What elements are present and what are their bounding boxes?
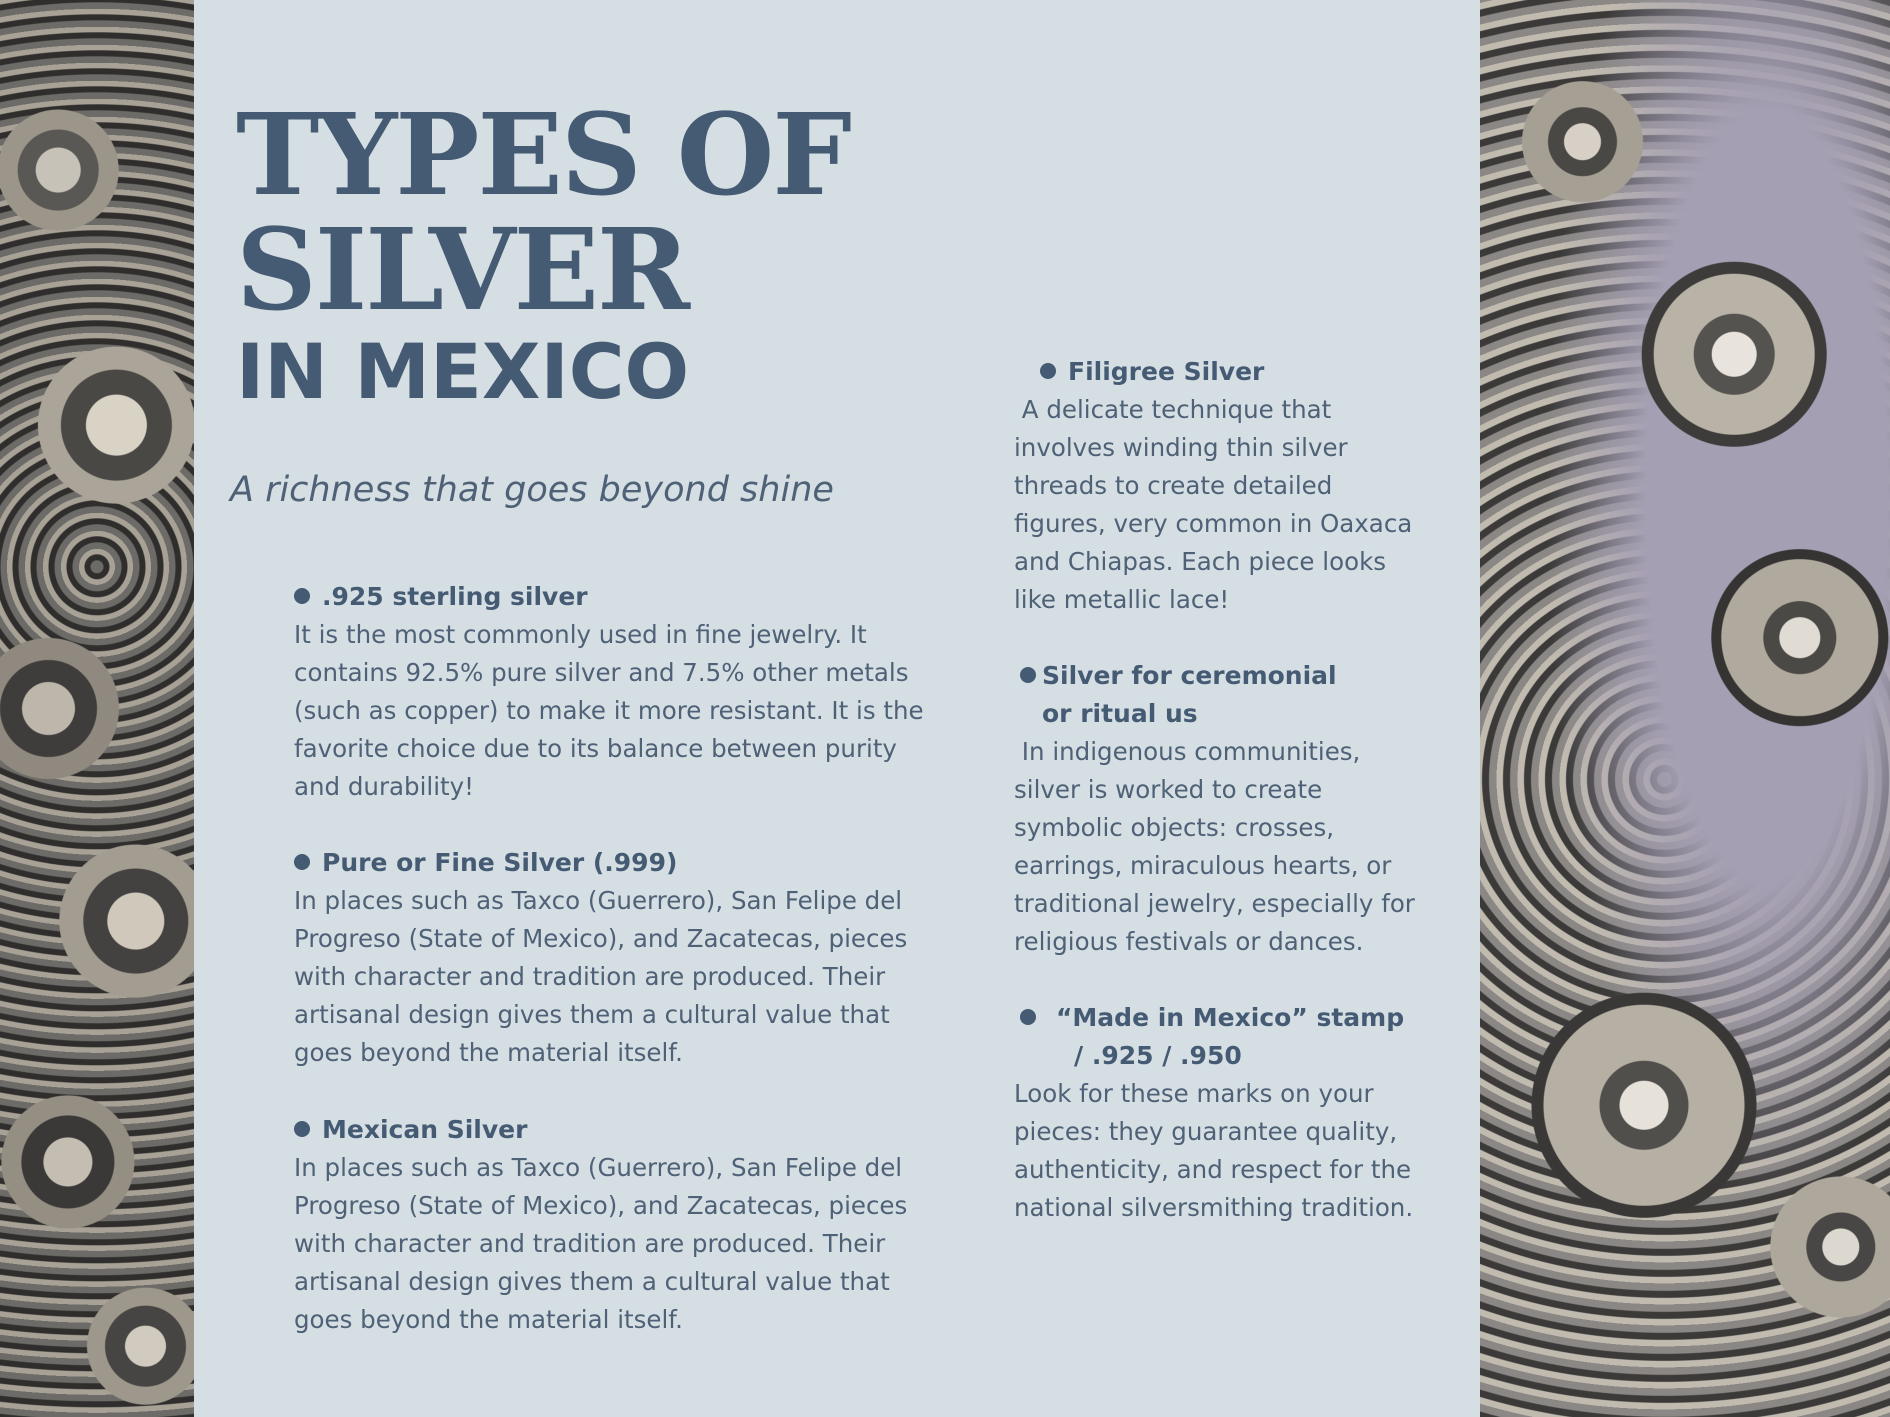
right-jewelry-photo [1480, 0, 1890, 1417]
item-title-continued: / .925 / .950 [1074, 1041, 1242, 1070]
subtitle: A richness that goes beyond shine [230, 470, 834, 510]
item-sterling-silver [294, 578, 924, 806]
title-line-1: TYPES OF [236, 90, 850, 221]
title-line-3: IN MEXICO [236, 327, 690, 416]
bullet-icon [294, 588, 310, 604]
item-title: .925 sterling silver [294, 578, 924, 616]
item-body: It is the most commonly used in fine jewelry. It contains 92.5% pure silver and 7.5% other metals (such as copper) to make it more resistant. It is the favorite choice due to its balance between purity and durability! [294, 620, 924, 801]
bullet-icon [294, 1121, 310, 1137]
item-title-continued: or ritual us [1042, 699, 1198, 728]
bullet-icon [294, 854, 310, 870]
item-title: Filigree Silver [1014, 353, 1412, 391]
item-ceremonial-silver [1014, 657, 1415, 961]
item-body: In places such as Taxco (Guerrero), San Felipe del Progreso (State of Mexico), and Zacatecas, pieces with character and tradition are produced. Their artisanal design gives them a cultural value that goes beyond the material itself. [294, 886, 908, 1067]
item-fine-silver [294, 844, 907, 1072]
bullet-icon [1020, 1009, 1036, 1025]
item-body: In indigenous communities, silver is worked to create symbolic objects: crosses, earrings, miraculous hearts, or traditional jewelry, especially for religious festivals or dances. [1014, 737, 1415, 956]
item-body: Look for these marks on your pieces: they guarantee quality, authenticity, and respect for the national silversmithing tradition. [1014, 1079, 1414, 1222]
bullet-icon [1020, 667, 1036, 683]
item-mexican-silver [294, 1111, 907, 1339]
item-title: Mexican Silver [294, 1111, 907, 1149]
item-title: “Made in Mexico” stamp [1014, 999, 1413, 1037]
title-line-2: SILVER [236, 205, 689, 336]
bullet-icon [1040, 363, 1056, 379]
item-title: Pure or Fine Silver (.999) [294, 844, 907, 882]
item-made-in-mexico-stamp [1014, 999, 1413, 1227]
left-jewelry-photo [0, 0, 194, 1417]
item-body: In places such as Taxco (Guerrero), San Felipe del Progreso (State of Mexico), and Zacatecas, pieces with character and tradition are produced. Their artisanal design gives them a cultural value that goes beyond the material itself. [294, 1153, 908, 1334]
item-body: A delicate technique that involves winding thin silver threads to create detailed figures, very common in Oaxaca and Chiapas. Each piece looks like metallic lace! [1014, 395, 1413, 614]
item-filigree-silver [1014, 353, 1412, 619]
item-title: Silver for ceremonial [1014, 657, 1415, 695]
